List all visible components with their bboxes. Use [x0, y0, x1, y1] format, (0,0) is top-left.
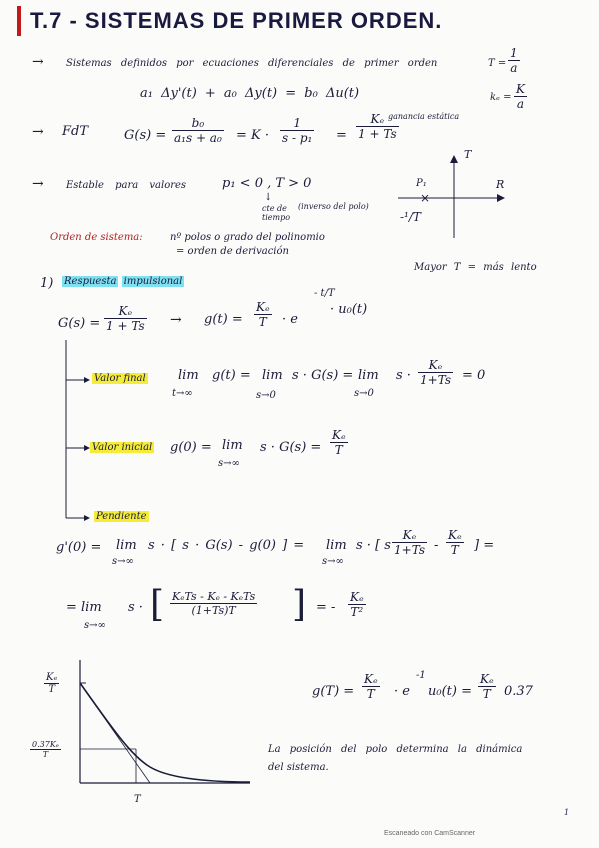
gT-mid: · e — [394, 684, 410, 699]
intro-text: Sistemas definidos por ecuaciones diferenciales de primer orden — [66, 58, 438, 69]
pend-l2-result: $\frac{\text{Kₑ}}{\text{T²}}$ — [350, 590, 364, 619]
fdt-label: FdT — [62, 124, 89, 139]
pend-l1-close: ] = — [474, 538, 495, 553]
pend-l2-bracket-close: ] — [292, 584, 307, 625]
down-arrow: ↓ — [264, 192, 273, 203]
vf-fraction: $\frac{\text{Kₑ}}{1+Ts}$ — [420, 358, 451, 387]
vf-lim-3-sub: s→0 — [354, 388, 374, 399]
fdt-fraction-1: $\frac{\text{b₀}}{\text{a₁s + a₀}}$ — [174, 116, 222, 145]
resp-g-lhs: G(s) = — [58, 316, 101, 331]
tau-fraction: $\frac{1}{a}$ — [510, 46, 518, 75]
vf-lim-1: lim — [178, 368, 199, 383]
fdt-fraction-2: $\frac{1}{\text{s - p₁}}$ — [282, 116, 313, 145]
implies-arrow: → — [170, 312, 182, 328]
axis-tick-label: -¹/T — [400, 210, 421, 224]
bullet-arrow: → — [32, 124, 44, 140]
vf-g: g(t) = — [212, 368, 251, 383]
pend-l2-sub: s→∞ — [84, 620, 106, 631]
gT-value: 0.37 — [504, 684, 533, 699]
ke-lhs: kₑ = — [490, 92, 512, 103]
fdt-eq-k: = K · — [236, 128, 270, 143]
resp-gt-tail: · u₀(t) — [330, 302, 368, 317]
page-number: 1 — [564, 808, 570, 817]
bullet-arrow: → — [32, 176, 44, 192]
title-bar — [17, 6, 21, 36]
ke-fraction: $\frac{K}{a}$ — [516, 82, 525, 111]
pole-mark: × — [420, 191, 431, 205]
resp-gt-sup: - t/T — [314, 288, 335, 299]
pend-l2-s: s · — [128, 600, 143, 615]
vf-lim-2: lim — [262, 368, 283, 383]
vf-lim-2-sub: s→0 — [256, 390, 276, 401]
gT-lhs: g(T) = — [312, 684, 355, 699]
graph-x-label: T — [134, 794, 141, 805]
respuesta-label-2: impulsional — [123, 276, 183, 287]
vf-sg: s · G(s) = — [292, 368, 354, 383]
respuesta-label-1: Respuesta — [64, 276, 117, 287]
vi-sg-text: s · G(s) = — [260, 440, 322, 455]
fdt-fraction-3: $\frac{\text{Kₑ}}{1 + Ts}$ — [358, 112, 397, 141]
impulse-response-graph — [40, 655, 260, 805]
valor-inicial-label: Valor inicial — [92, 442, 153, 453]
resp-gt-fraction: $\frac{\text{Kₑ}}{T}$ — [256, 300, 270, 329]
section-number: 1) — [40, 276, 54, 291]
vf-result: = 0 — [462, 368, 486, 383]
pend-l1-lim: lim — [116, 538, 137, 553]
pend-l1-sub-2: s→∞ — [322, 556, 344, 567]
orden-line-2: = orden de derivación — [176, 246, 289, 257]
vf-s: s · — [396, 368, 411, 383]
pend-l2-bracket-open: [ — [150, 584, 165, 625]
pend-l1-fraction-1: $\frac{\text{Kₑ}}{1+Ts}$ — [394, 528, 425, 557]
vi-g0: g(0) = — [170, 440, 212, 455]
intro-equation: a₁ Δy'(t) + a₀ Δy(t) = b₀ Δu(t) — [140, 86, 360, 101]
page-title: T.7 - SISTEMAS DE PRIMER ORDEN. — [30, 8, 443, 33]
pend-l1-lhs: g'(0) = — [56, 540, 102, 555]
scan-footer: Escaneado con CamScanner — [384, 830, 476, 837]
axis-t-label: T — [464, 148, 472, 161]
respuesta-heading — [62, 276, 184, 287]
axis-r-label: R — [496, 178, 505, 191]
pend-l2-fraction: KₑTs - Kₑ - KₑTs (1+Ts)T — [172, 590, 256, 617]
resp-gt-lhs: g(t) = — [204, 312, 243, 327]
vf-lim-3: lim — [358, 368, 379, 383]
resp-g-fraction: $\frac{\text{Kₑ}}{1 + Ts}$ — [106, 304, 145, 333]
tau-lhs: T = — [488, 58, 507, 69]
pend-l1-sub: s→∞ — [112, 556, 134, 567]
graph-y-top-label: $\frac{\text{Kₑ}}{T}$ — [46, 672, 58, 695]
pend-l1-body: s · [ s · G(s) - g(0) ] = — [148, 538, 305, 553]
conclusion-line-1: La posición del polo determina la dinámica — [268, 744, 523, 755]
pend-l2-lim: = lim — [66, 600, 102, 615]
pole-plane — [388, 150, 508, 240]
gT-sup: -1 — [416, 670, 426, 681]
axis-p1-label: P₁ — [416, 178, 427, 189]
pend-l1-lim-2: lim — [326, 538, 347, 553]
pend-l1-s: s · [ s — [356, 538, 391, 553]
estable-note-2: (inverso del polo) — [298, 202, 369, 211]
graph-y-mid-label: $\frac{\text{0.37Kₑ}}{T}$ — [32, 740, 59, 759]
gT-fraction-1: $\frac{\text{Kₑ}}{T}$ — [364, 672, 378, 701]
pend-l1-minus: - — [434, 538, 439, 553]
estable-note-1: cte de tiempo — [262, 204, 291, 222]
orden-label: Orden de sistema: — [50, 232, 143, 243]
estable-condition: p₁ < 0 , T > 0 — [222, 176, 312, 191]
pend-l2-eq: = - — [316, 600, 336, 615]
pend-l1-fraction-2: $\frac{\text{Kₑ}}{T}$ — [448, 528, 462, 557]
vi-fraction: $\frac{\text{Kₑ}}{T}$ — [332, 428, 346, 457]
estable-text: Estable para valores — [66, 180, 187, 191]
valor-final-label: Valor final — [94, 373, 146, 384]
pendiente-label: Pendiente — [96, 511, 147, 522]
vi-lim: lim — [222, 438, 243, 453]
resp-gt-exp: · e — [282, 312, 298, 327]
vf-lim-1-sub: t→∞ — [172, 388, 193, 399]
bullet-arrow: → — [32, 54, 44, 70]
orden-right-note: Mayor T = más lento — [414, 262, 537, 273]
gT-fraction-2: $\frac{\text{Kₑ}}{T}$ — [480, 672, 494, 701]
vi-lim-sub: s→∞ — [218, 458, 240, 469]
fdt-note: ganancia estática — [388, 112, 460, 121]
fdt-g-lhs: G(s) = — [124, 128, 167, 143]
conclusion-line-2: del sistema. — [268, 762, 329, 773]
fdt-eq: = — [336, 128, 347, 143]
gT-tail: u₀(t) = — [428, 684, 472, 699]
tree-lines — [60, 340, 100, 525]
orden-line-1: nº polos o grado del polinomio — [170, 232, 325, 243]
